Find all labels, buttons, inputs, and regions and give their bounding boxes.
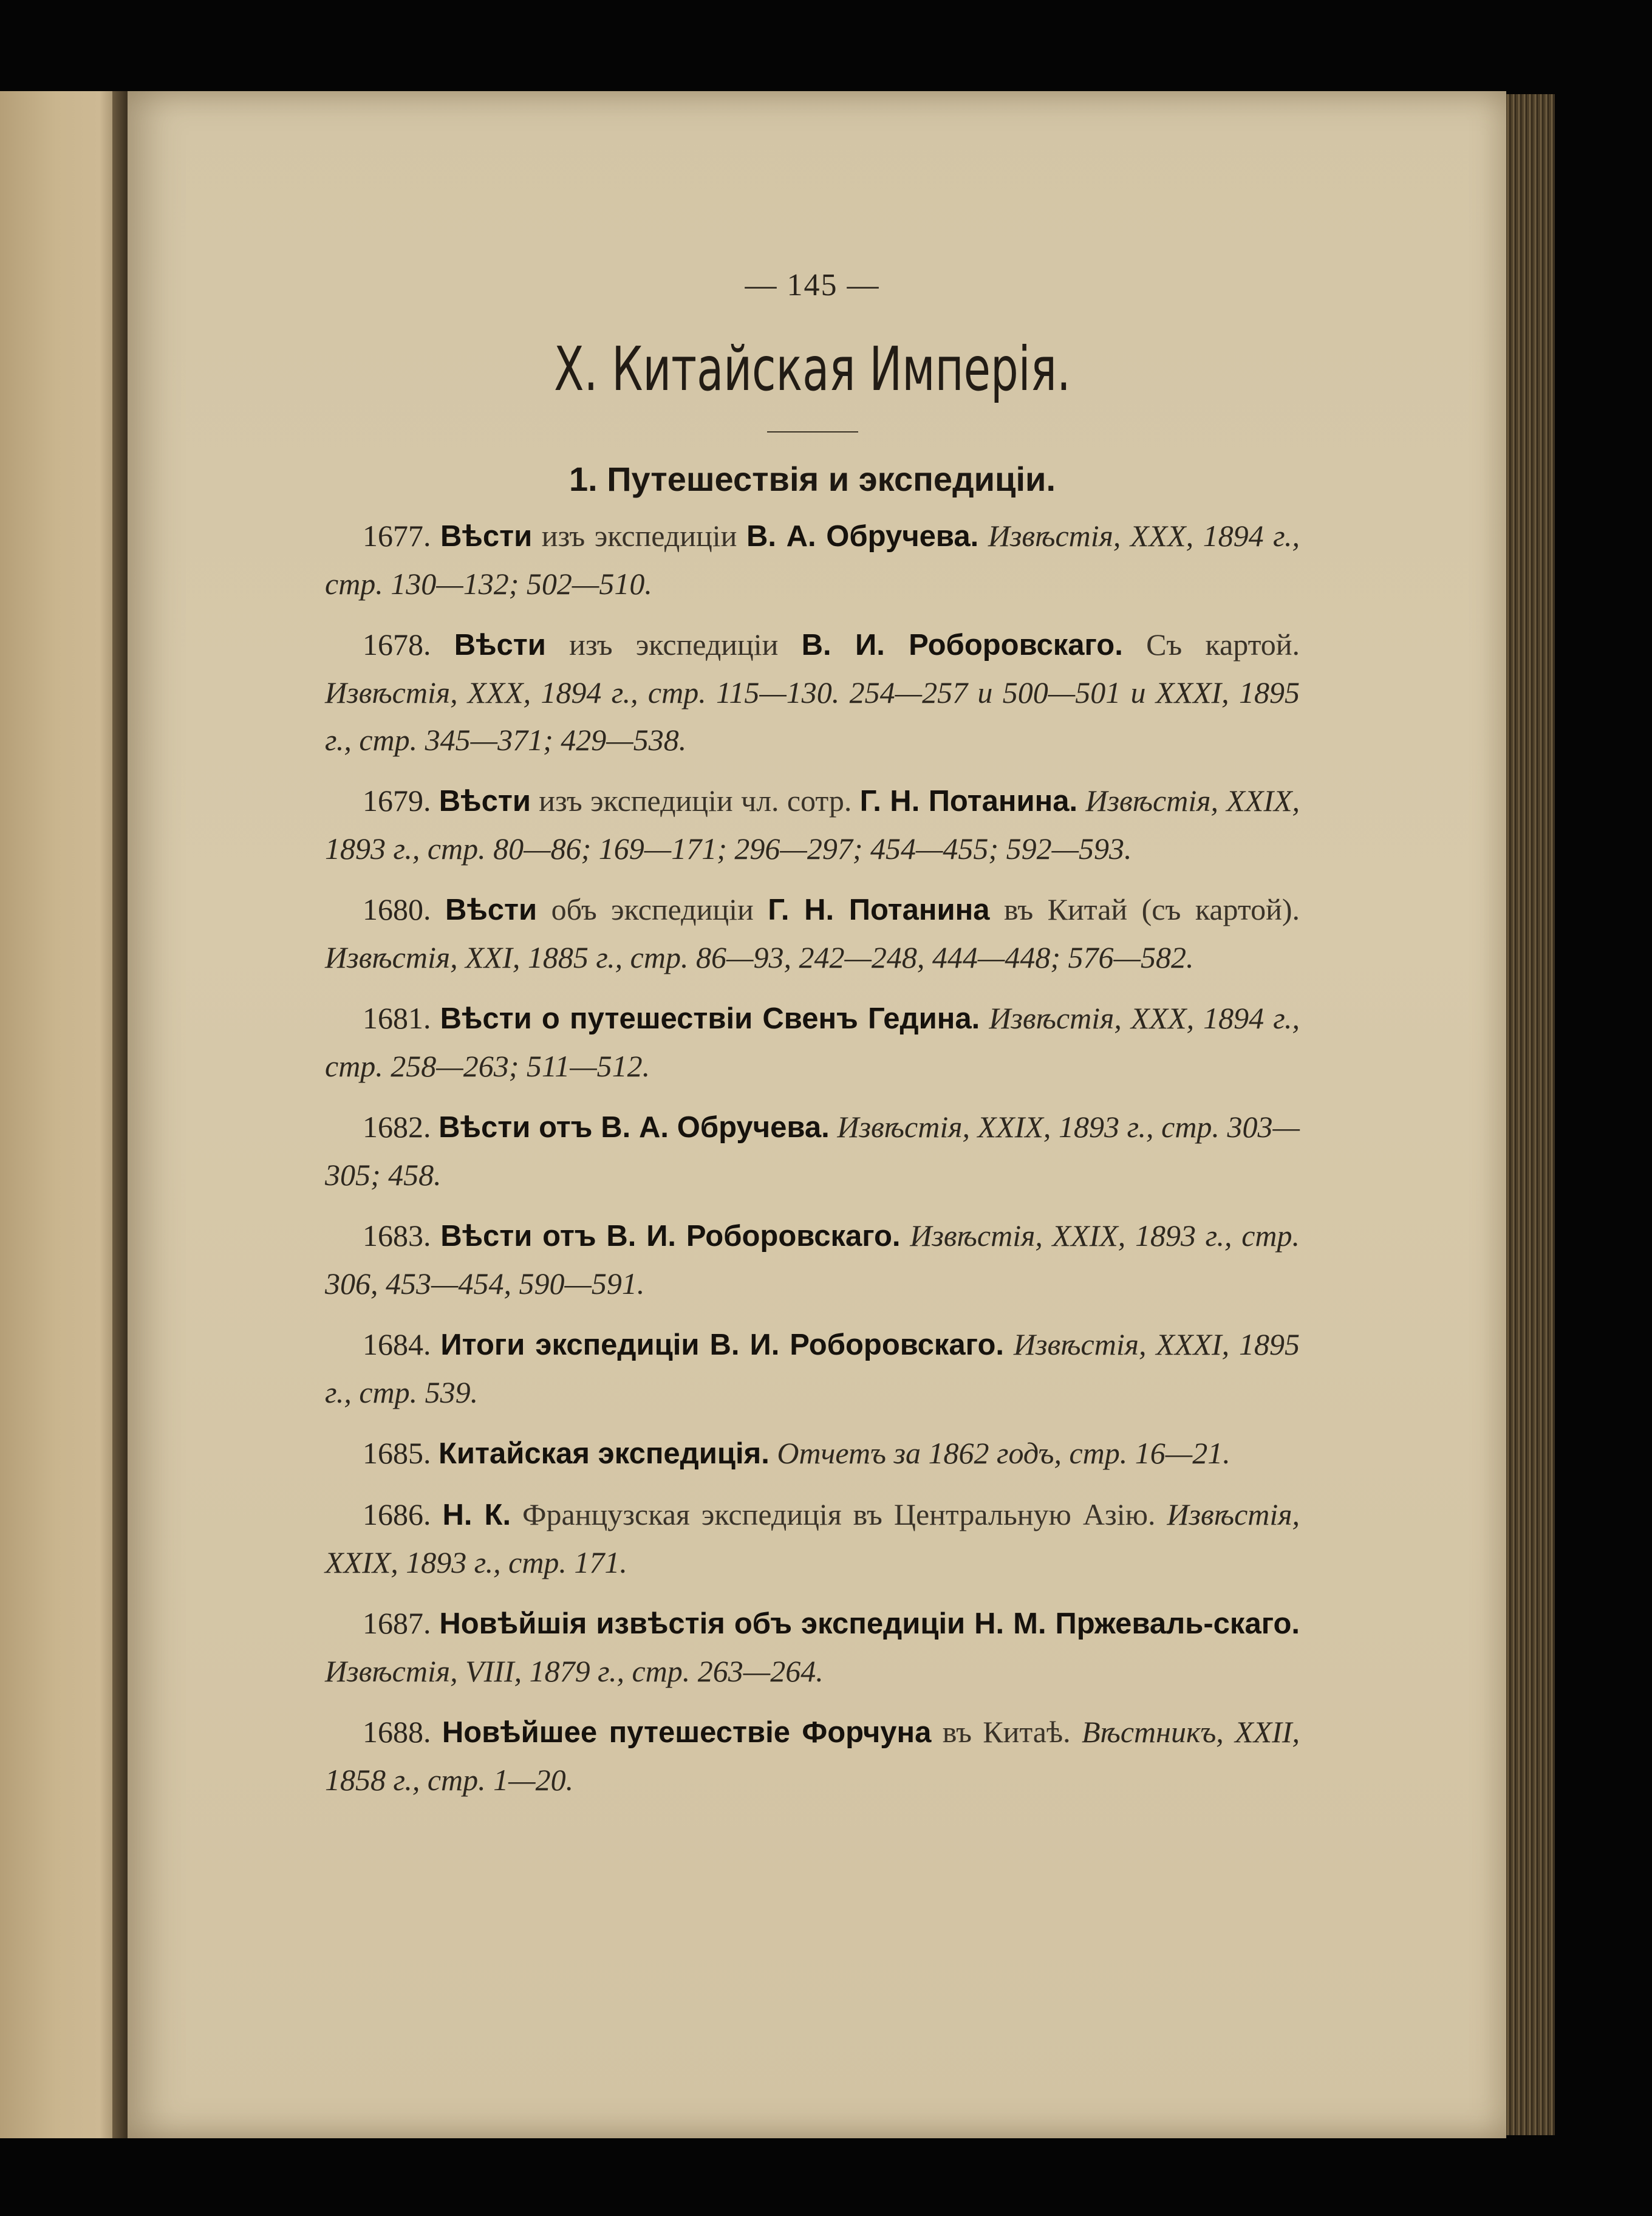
bibliography-entry: [325, 1429, 1300, 1477]
entry-part: В. А. Обручева.: [746, 520, 979, 553]
entry-part: изъ экспедиціи чл. сотр.: [539, 784, 852, 818]
entry-number: 1677.: [363, 519, 431, 553]
page-number: — 145 —: [745, 268, 880, 303]
entry-part: Французская экспедиція въ Центральную Азію.: [522, 1497, 1156, 1531]
bibliography-entry: [325, 621, 1300, 764]
entry-number: 1683.: [363, 1219, 431, 1253]
title-divider: [767, 431, 858, 433]
entry-number: 1679.: [363, 784, 431, 818]
entry-part: Вѣсти: [439, 785, 531, 818]
entry-part: Вѣсти: [454, 629, 546, 662]
entry-part: Новѣйшія извѣстія объ экспедиціи Н. М. Пржеваль-скаго.: [439, 1607, 1300, 1640]
entry-part: Вѣстникъ, XXII, 1858 г., стр. 1—20.: [325, 1715, 1300, 1797]
entry-part: Извѣстія, XXIX, 1893 г., стр. 80—86; 169—171; 296—297; 454—455; 592—593.: [325, 784, 1300, 866]
entry-part: Извѣстія, XXIX, 1893 г., стр. 303—305; 458.: [325, 1110, 1300, 1192]
chapter-title: X. Китайская Имперія.: [554, 333, 1071, 405]
entry-part: Извѣстія, XXI, 1885 г., стр. 86—93, 242—248, 444—448; 576—582.: [325, 940, 1194, 974]
entry-number: 1685.: [363, 1436, 431, 1470]
entry-part: Вѣсти отъ В. А. Обручева.: [439, 1111, 830, 1144]
entry-part: Извѣстія, VIII, 1879 г., стр. 263—264.: [325, 1654, 824, 1688]
bibliography-entry: [325, 1708, 1300, 1804]
section-title: 1. Путешествія и экспедиціи.: [568, 460, 1056, 498]
entry-part: Новѣйшее путешествіе Форчуна: [442, 1716, 932, 1749]
entry-number: 1681.: [363, 1001, 431, 1035]
entry-part: Вѣсти о путешествіи Свенъ Гедина.: [440, 1002, 980, 1035]
entry-part: изъ экспедиціи: [541, 519, 737, 553]
entry-part: Извѣстія, XXIX, 1893 г., стр. 306, 453—454, 590—591.: [325, 1219, 1300, 1301]
entry-part: Г. Н. Потанина: [768, 894, 990, 926]
entry-part: Н. К.: [442, 1499, 511, 1531]
entry-part: Вѣсти отъ В. И. Роборовскаго.: [440, 1220, 901, 1253]
left-page-edge: [0, 91, 125, 2138]
entry-part: Извѣстія, XXIX, 1893 г., стр. 171.: [325, 1497, 1300, 1579]
entry-part: въ Китаѣ.: [942, 1715, 1071, 1749]
entry-part: Вѣсти: [440, 520, 533, 553]
entry-part: Итоги экспедиціи В. И. Роборовскаго.: [440, 1329, 1004, 1361]
page-stack-edges: [1506, 94, 1555, 2135]
entry-part: Извѣстія, XXX, 1894 г., стр. 130—132; 502—510.: [325, 519, 1300, 601]
entry-number: 1687.: [363, 1606, 431, 1640]
entry-part: Г. Н. Потанина.: [859, 785, 1078, 818]
entry-part: Извѣстія, XXXI, 1895 г., стр. 539.: [325, 1327, 1300, 1409]
entry-list: [325, 512, 1300, 1804]
entry-part: Китайская экспедиція.: [439, 1437, 770, 1470]
page-content: [325, 267, 1300, 1817]
entry-part: въ Китай (съ картой).: [1003, 892, 1300, 926]
entry-part: Отчетъ за 1862 годъ, стр. 16—21.: [777, 1436, 1230, 1470]
bibliography-entry: [325, 1103, 1300, 1199]
bibliography-entry: [325, 994, 1300, 1090]
entry-part: Вѣсти: [445, 894, 538, 926]
entry-number: 1684.: [363, 1327, 431, 1361]
entry-number: 1678.: [363, 628, 431, 662]
entry-part: Извѣстія, XXX, 1894 г., стр. 258—263; 511—512.: [325, 1001, 1300, 1083]
bibliography-entry: [325, 886, 1300, 981]
entry-part: изъ экспедиціи: [569, 628, 779, 662]
entry-number: 1680.: [363, 892, 431, 926]
bibliography-entry: [325, 1321, 1300, 1416]
entry-part: объ экспедиціи: [551, 892, 754, 926]
bibliography-entry: [325, 777, 1300, 872]
entry-number: 1682.: [363, 1110, 431, 1144]
bibliography-entry: [325, 1599, 1300, 1695]
bibliography-entry: [325, 1491, 1300, 1586]
entry-part: Съ картой.: [1146, 628, 1300, 662]
bibliography-entry: [325, 512, 1300, 607]
entry-number: 1688.: [363, 1715, 431, 1749]
entry-part: В. И. Роборовскаго.: [801, 629, 1123, 662]
entry-number: 1686.: [363, 1497, 431, 1531]
bibliography-entry: [325, 1212, 1300, 1307]
entry-part: Извѣстія, XXX, 1894 г., стр. 115—130. 254—257 и 500—501 и XXXI, 1895 г., стр. 345—371; 429—538.: [325, 675, 1300, 757]
